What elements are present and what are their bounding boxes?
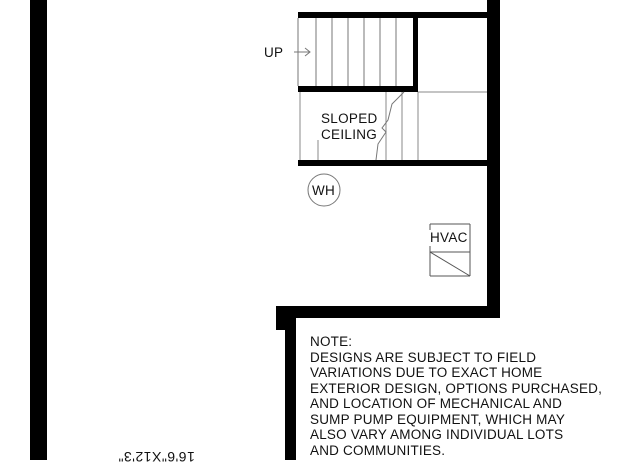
stair-wall-top <box>298 12 490 18</box>
wall-left <box>30 0 47 460</box>
note-line: VARIATIONS DUE TO EXACT HOME <box>310 365 543 380</box>
up-arrow-icon <box>294 48 310 56</box>
stair-wall-middle <box>298 86 418 92</box>
wall-top-stub <box>487 0 500 14</box>
up-label: UP <box>264 45 284 60</box>
stair-wall-bottom <box>298 160 490 166</box>
note-line: SUMP PUMP EQUIPMENT, WHICH MAY <box>310 411 566 427</box>
hvac-label: HVAC <box>430 230 468 245</box>
wall-lower-left <box>285 318 296 460</box>
wall-step-horizontal <box>276 306 500 318</box>
stair-treads-upper <box>298 18 396 86</box>
design-note <box>310 334 640 458</box>
note-body <box>310 350 640 459</box>
note-line: DESIGNS ARE SUBJECT TO FIELD <box>310 349 537 365</box>
wall-right-upper <box>487 0 500 318</box>
stair-break-line <box>376 92 404 160</box>
note-line: AND COMMUNITIES. <box>310 442 446 458</box>
note-line: AND LOCATION OF MECHANICAL AND <box>310 396 563 411</box>
sloped-label: SLOPED <box>321 111 378 126</box>
stair-end-cap-top <box>413 18 418 92</box>
water-heater-label: WH <box>312 183 336 198</box>
room-dimension-label: 16'6"X12'3" <box>118 449 195 465</box>
note-line: EXTERIOR DESIGN, OPTIONS PURCHASED, <box>310 380 603 396</box>
note-title: NOTE: <box>310 334 353 349</box>
note-line: ALSO VARY AMONG INDIVIDUAL LOTS <box>310 427 564 442</box>
ceiling-label: CEILING <box>321 127 378 142</box>
